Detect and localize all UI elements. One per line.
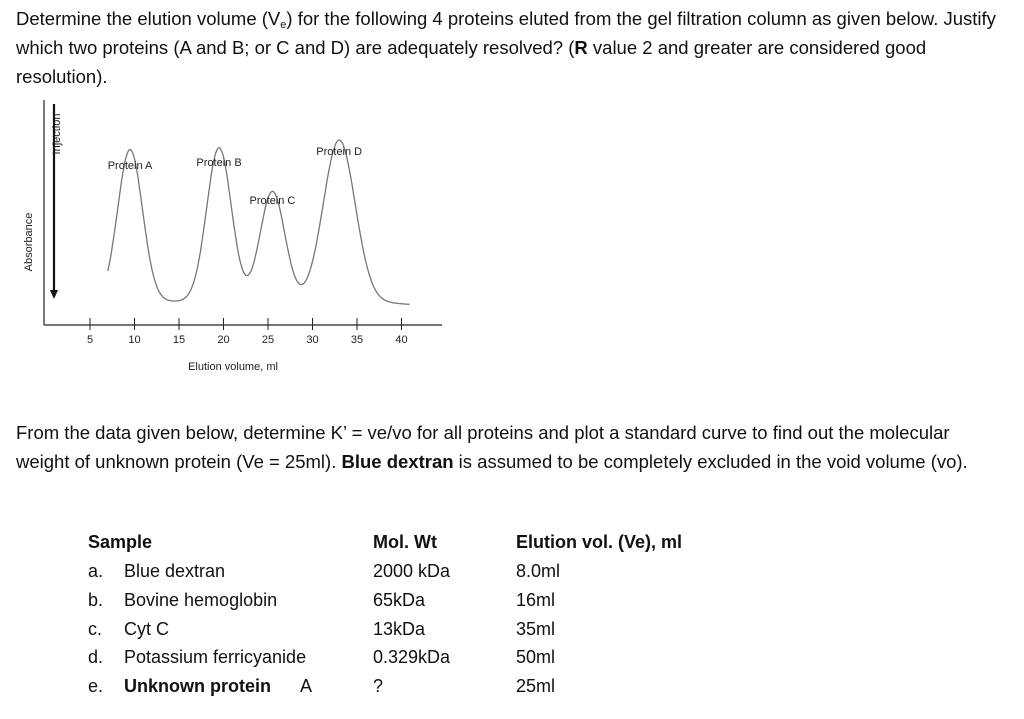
mol-wt-value: 2000 kDa (373, 561, 451, 581)
injection-label: Injection (51, 113, 63, 155)
q1-bold: R (574, 37, 588, 58)
x-axis-title: Elution volume, ml (188, 361, 278, 373)
sample-name: Bovine hemoglobin (124, 589, 278, 610)
x-tick-label: 30 (306, 334, 319, 346)
elution-volume-value: 16ml (516, 589, 556, 610)
header-elution-vol: Elution vol. (Ve), ml (516, 532, 683, 552)
q1-subscript: e (280, 19, 287, 31)
q2-text-b: is assumed to be completely excluded in the void volume (vo). (453, 451, 968, 472)
question-2-text (16, 418, 1006, 476)
sample-name: Unknown protein (124, 676, 271, 697)
peak-label: Protein C (249, 195, 296, 207)
x-tick-label: 20 (217, 334, 230, 346)
row-index: d. (88, 647, 104, 668)
question-1-text (16, 4, 1006, 91)
peak-label: Protein A (107, 160, 153, 172)
elution-chart (18, 92, 448, 382)
x-tick-label: 35 (350, 334, 364, 346)
y-axis-title: Absorbance (23, 212, 35, 272)
row-index: c. (88, 618, 103, 639)
elution-volume-value: 25ml (516, 676, 556, 697)
q2-text-a: From the data given below, determine K’ = ve/vo for all proteins and plot a standard curve to find out the molecular weight of unknown protein (Ve = 25ml). (16, 422, 950, 472)
q1-text-b: ) for the following 4 proteins eluted from the gel filtration column as given below. Justify which two proteins (A and B; or C and D) are adequately resolved? ( (16, 8, 996, 58)
q1-text-a: Determine the elution volume (V (16, 8, 281, 29)
x-tick-label: 5 (86, 334, 94, 346)
sample-suffix: A (300, 676, 313, 697)
chromatogram-trace (108, 140, 410, 304)
elution-volume-value: 35ml (516, 618, 556, 639)
x-tick-label: 10 (128, 334, 141, 346)
x-tick-label: 15 (172, 334, 186, 346)
peak-label: Protein D (316, 146, 363, 158)
x-tick-label: 40 (395, 334, 408, 346)
sample-name: Blue dextran (124, 561, 226, 581)
elution-volume-value: 50ml (516, 647, 556, 668)
q2-bold: Blue dextran (341, 451, 454, 472)
row-index: a. (88, 561, 104, 581)
peak-label: Protein B (196, 157, 242, 169)
x-tick-label: 25 (261, 334, 275, 346)
injection-arrow-head (50, 290, 58, 299)
mol-wt-value: 65kDa (373, 589, 426, 610)
mol-wt-value: 13kDa (373, 618, 426, 639)
row-index: b. (88, 589, 104, 610)
mol-wt-value: 0.329kDa (373, 647, 451, 668)
q1-text-c: value 2 and greater are considered good resolution). (16, 37, 927, 87)
header-sample: Sample (88, 532, 153, 552)
elution-volume-value: 8.0ml (516, 561, 561, 581)
mol-wt-value: ? (373, 676, 384, 697)
sample-name: Potassium ferricyanide (124, 647, 307, 668)
header-mol-wt: Mol. Wt (373, 532, 437, 552)
row-index: e. (88, 676, 104, 697)
sample-name: Cyt C (124, 618, 169, 639)
